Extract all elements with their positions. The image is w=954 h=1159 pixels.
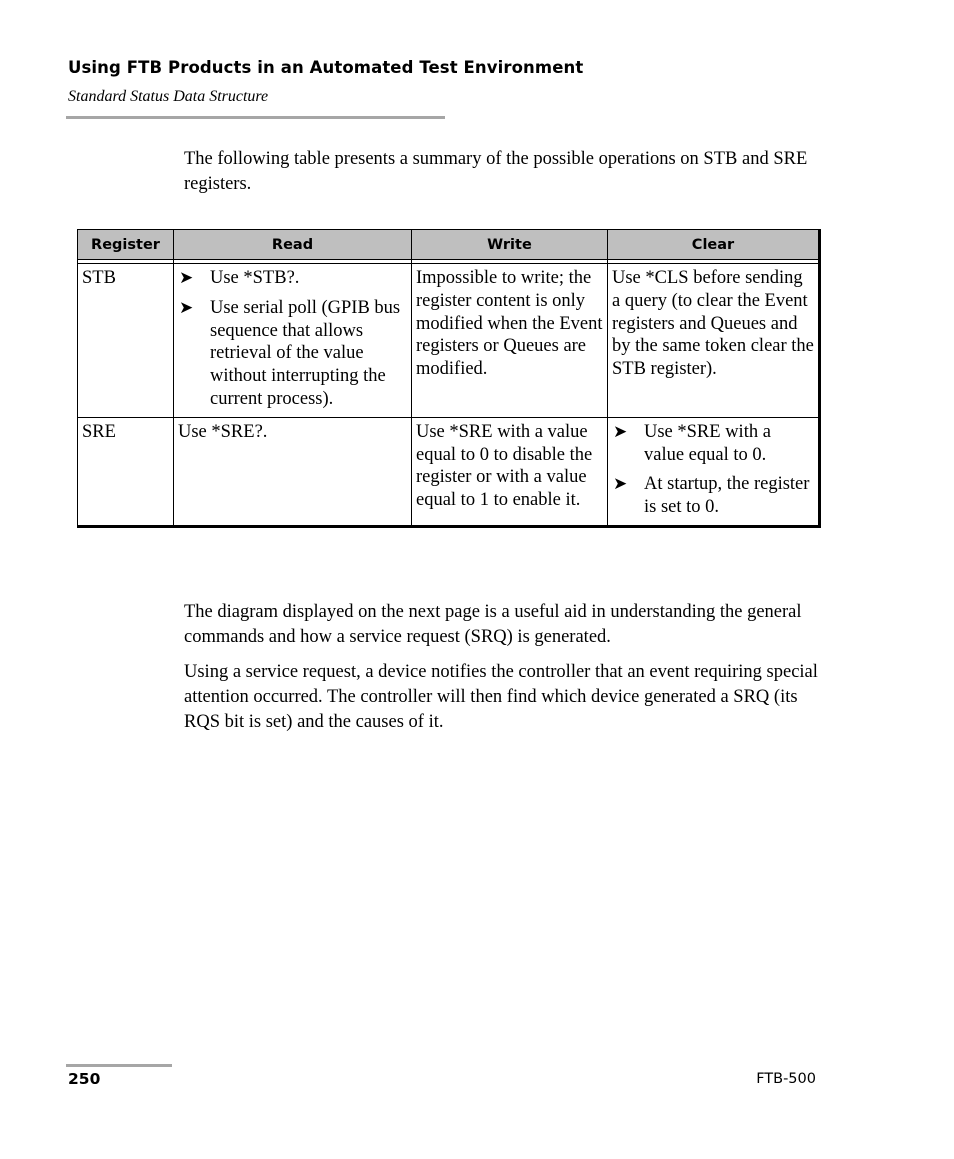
footer-rule bbox=[66, 1064, 172, 1067]
cell-clear bbox=[608, 417, 820, 526]
header-read: Read bbox=[174, 230, 412, 260]
section-title: Standard Status Data Structure bbox=[68, 88, 269, 105]
bullet-text: Use *STB?. bbox=[210, 268, 300, 288]
cell-clear: Use *CLS before sending a query (to clear the Event registers and Queues and by the same token clear the STB register). bbox=[608, 264, 820, 418]
bullet-text: Use *SRE with a value equal to 0. bbox=[644, 421, 771, 465]
arrow-bullet-icon: ➤ bbox=[179, 297, 194, 317]
page-number: 250 bbox=[68, 1070, 101, 1088]
arrow-bullet-icon: ➤ bbox=[613, 421, 628, 441]
list-item bbox=[612, 421, 815, 467]
cell-write: Impossible to write; the register content is only modified when the Event registers or Queues are modified. bbox=[412, 264, 608, 418]
cell-read bbox=[174, 264, 412, 418]
cell-register: SRE bbox=[78, 417, 174, 526]
list-item bbox=[178, 267, 408, 290]
cell-register: STB bbox=[78, 264, 174, 418]
product-name: FTB-500 bbox=[756, 1071, 816, 1087]
register-operations-table bbox=[77, 229, 821, 528]
header-rule bbox=[66, 116, 445, 119]
intro-paragraph: The following table presents a summary of the possible operations on STB and SRE registers. bbox=[184, 149, 808, 194]
cell-write: Use *SRE with a value equal to 0 to disable the register or with a value equal to 1 to enable it. bbox=[412, 417, 608, 526]
bullet-text: Use serial poll (GPIB bus sequence that allows retrieval of the value without interrupting the current process). bbox=[210, 297, 401, 409]
arrow-bullet-icon: ➤ bbox=[179, 268, 194, 287]
service-request-paragraph: Using a service request, a device notifies the controller that an event requiring special attention occurred. The controller will then find which device generated a SRQ (its RQS bit is set) and the causes of it. bbox=[184, 662, 818, 732]
chapter-title: Using FTB Products in an Automated Test Environment bbox=[68, 58, 584, 77]
table-row bbox=[78, 417, 820, 526]
cell-read: Use *SRE?. bbox=[174, 417, 412, 526]
arrow-bullet-icon: ➤ bbox=[613, 474, 628, 494]
header-register: Register bbox=[78, 230, 174, 260]
list-item bbox=[612, 473, 815, 519]
list-item bbox=[178, 297, 408, 411]
header-write: Write bbox=[412, 230, 608, 260]
table-row bbox=[78, 264, 820, 418]
table-header-row bbox=[78, 230, 820, 260]
bullet-text: At startup, the register is set to 0. bbox=[644, 474, 810, 518]
header-clear: Clear bbox=[608, 230, 820, 260]
diagram-paragraph: The diagram displayed on the next page is a useful aid in understanding the general commands and how a service request (SRQ) is generated. bbox=[184, 602, 802, 647]
